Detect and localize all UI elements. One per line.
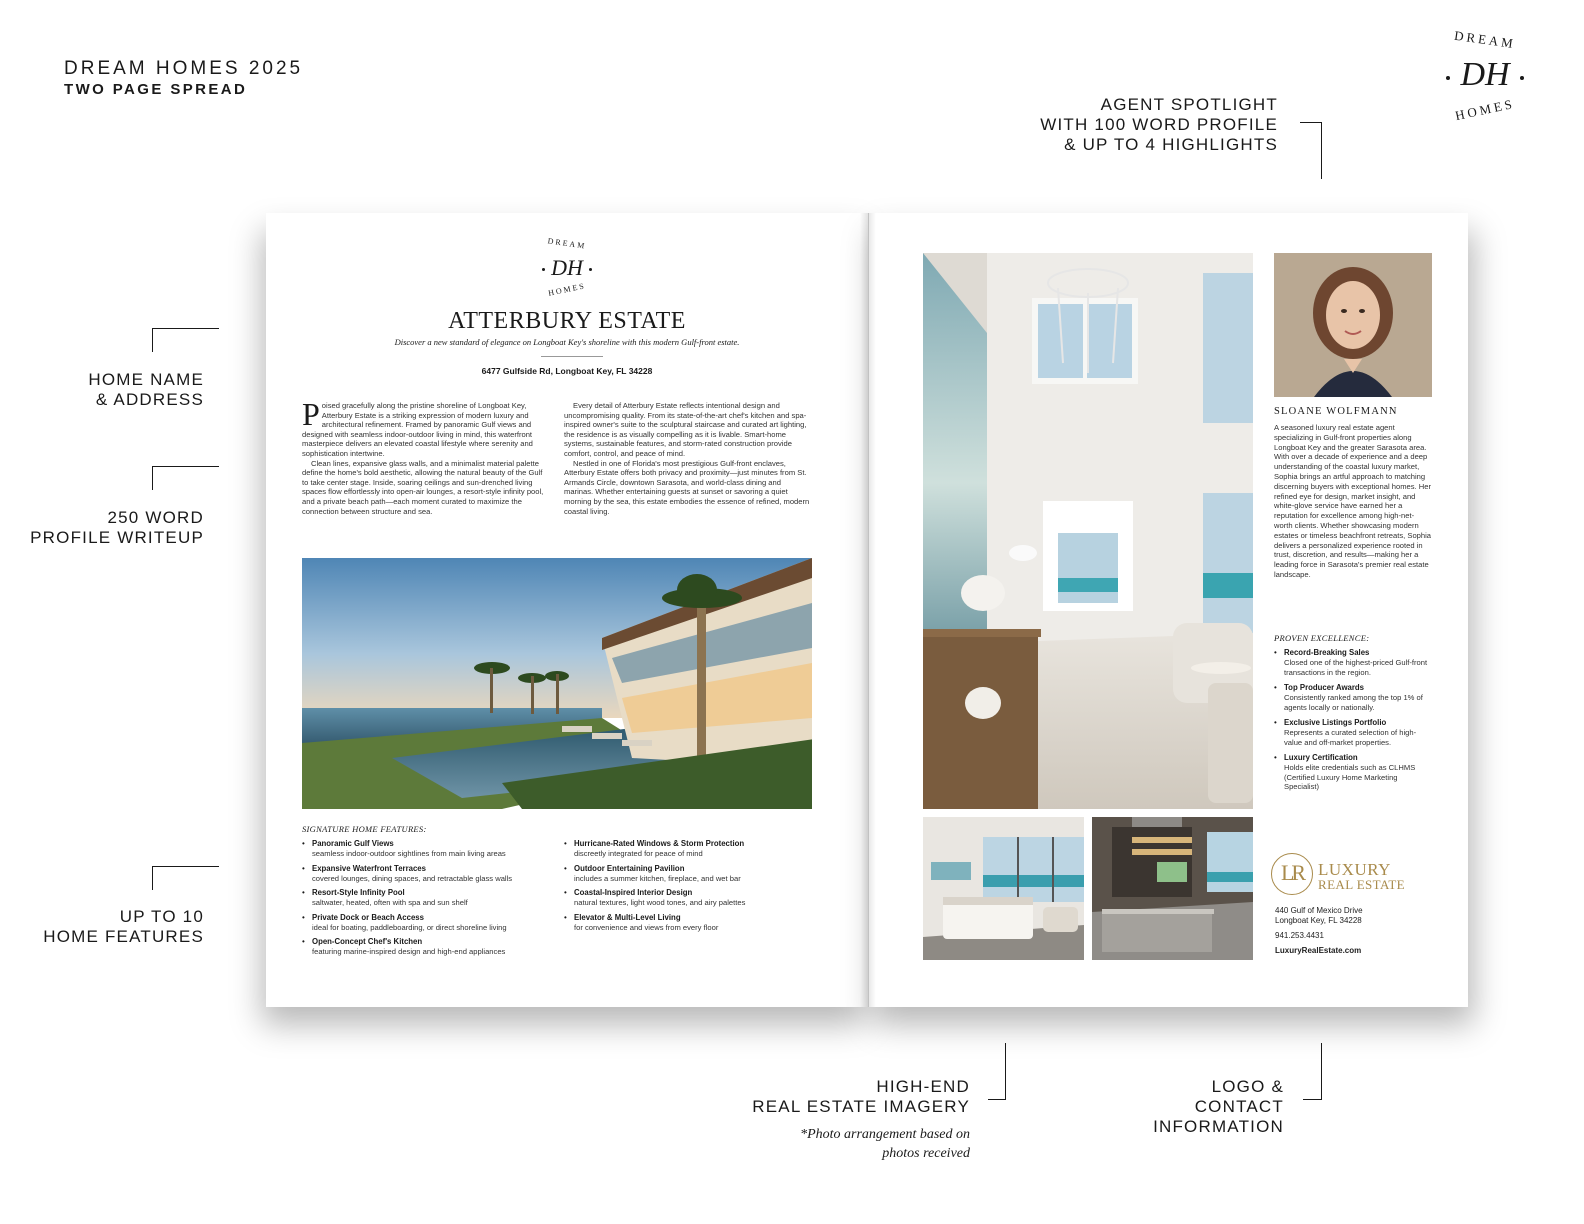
agent-portrait [1274,253,1432,397]
bracket-agent-spotlight [1300,122,1322,179]
feature-item: • Resort-Style Infinity Pool saltwater, heated, often with spa and sun shelf [302,888,557,908]
bedroom-photo [923,817,1084,960]
feature-item: • Open-Concept Chef's Kitchen featuring marine-inspired design and high-end appliances [302,937,557,957]
bracket-home-name [152,328,219,352]
feature-item: • Private Dock or Beach Access ideal for boating, paddleboarding, or direct shoreline living [302,913,557,933]
brokerage-logo [1271,851,1421,899]
highlight-item: • Record-Breaking Sales Closed one of the highest-priced Gulf-front transactions in the region. [1274,648,1432,677]
page-logo: DREAM DH HOMES [537,239,597,301]
annotation-home-name: HOME NAME & ADDRESS [88,370,204,409]
agent-bio: A seasoned luxury real estate agent specializing in Gulf-front properties along Longboat Key and the greater Sarasota area. With over a decade of experience and a deep understanding of the coastal luxury market, Sophia brings an artful approach to matching discerning buyers with exceptional homes. Her refined eye for design, market insight, and white-glove service have earned her a reputation for excellence among high-net-worth clients. Whether showcasing modern estates or timeless beachfront retreats, Sophia delivers a personalized experience rooted in trust, discretion, and results—making her a leading force in Sarasota's premier real estate landscape. [1274,423,1432,579]
feature-item: • Elevator & Multi-Level Living for convenience and views from every floor [564,913,819,933]
header-subtitle: TWO PAGE SPREAD [64,81,248,98]
spread-gutter [860,213,876,1007]
imagery-note: *Photo arrangement based on photos received [800,1127,970,1161]
logo-dot-right [1520,76,1524,80]
bracket-profile [152,466,219,490]
bracket-features [152,866,219,890]
estate-exterior-photo [302,558,812,809]
feature-item: • Hurricane-Rated Windows & Storm Protection discreetly integrated for peace of mind [564,839,819,859]
agent-highlights [1274,648,1432,798]
right-page [868,213,1468,1007]
feature-item: • Panoramic Gulf Views seamless indoor-outdoor sightlines from main living areas [302,839,557,859]
logo-top-text: DREAM [1453,27,1517,52]
brokerage-name-line2: REAL ESTATE [1318,877,1406,892]
estate-address: 6477 Gulfside Rd, Longboat Key, FL 34228 [481,366,653,376]
estate-tagline: Discover a new standard of elegance on Longboat Key's shoreline with this modern Gulf-front estate. [394,337,740,347]
left-page [266,213,868,1007]
features-heading: SIGNATURE HOME FEATURES: [302,824,427,834]
drop-cap: P [302,396,320,432]
annotation-agent-spotlight: AGENT SPOTLIGHT WITH 100 WORD PROFILE & UP TO 4 HIGHLIGHTS [1040,95,1278,154]
brokerage-name-line1: LUXURY [1318,860,1391,879]
logo-bottom-text: HOMES [1453,95,1517,124]
interior-living-photo [923,253,1253,809]
profile-column-1: Poised gracefully along the pristine shoreline of Longboat Key, Atterbury Estate is a striking expression of modern luxury and architectural refinement. Framed by panoramic Gulf views and designed with seamless indoor-outdoor living in mind, this waterfront masterpiece delivers an elevated coastal lifestyle where serenity and sophistication intertwine. Clean lines, expansive glass walls, and a minimalist material palette define the home's bold aesthetic, allowing the natural beauty of the Gulf to take center stage. Inside, soaring ceilings and sun-drenched living spaces flow effortlessly into open-air lounges, a resort-style infinity pool, and a private beach path—each moment curated to maximize the connection between structure and sea. [302,396,544,516]
kitchen-photo [1092,817,1253,960]
bracket-logo-contact [1303,1043,1322,1100]
contact-address-2: Longboat Key, FL 34228 [1275,916,1362,925]
contact-phone: 941.253.4431 [1275,931,1324,940]
features-column-1 [302,839,557,962]
feature-item: • Coastal-Inspired Interior Design natural textures, light wood tones, and airy palettes [564,888,819,908]
contact-address-1: 440 Gulf of Mexico Drive [1275,906,1363,915]
highlight-item: • Luxury Certification Holds elite credentials such as CLHMS (Certified Luxury Home Marketing Specialist) [1274,753,1432,792]
dream-homes-logo [1440,27,1530,125]
bracket-imagery [988,1043,1006,1100]
header-title: DREAM HOMES 2025 [64,58,304,79]
highlight-item: • Top Producer Awards Consistently ranked among the top 1% of agents locally or nationally. [1274,683,1432,712]
agent-name: SLOANE WOLFMANN [1274,406,1398,417]
logo-dot-left [1446,76,1450,80]
highlight-item: • Exclusive Listings Portfolio Represents a curated selection of high-value and off-market properties. [1274,718,1432,747]
profile-column-2: Every detail of Atterbury Estate reflects intentional design and uncompromising quality. From its state-of-the-art chef's kitchen and spa-inspired owner's suite to the sculptural staircase and curated art lighting, the residence is as visually compelling as it is livable. Smart-home systems, sustainable features, and storm-rated construction provide comfort, control, and peace of mind. Nestled in one of Florida's most prestigious Gulf-front enclaves, Atterbury Estate offers both privacy and proximity—just minutes from St. Armands Circle, downtown Sarasota, and world-class dining and marinas. Whether entertaining guests at sunset or savoring a quiet morning by the sea, this estate embodies the essence of refined, modern coastal living. [564,401,810,516]
features-column-2 [564,839,819,937]
feature-item: • Outdoor Entertaining Pavilion includes a summer kitchen, fireplace, and wet bar [564,864,819,884]
brokerage-monogram: LR [1280,860,1304,885]
feature-item: • Expansive Waterfront Terraces covered lounges, dining spaces, and retractable glass walls [302,864,557,884]
title-divider [541,356,603,357]
annotation-profile: 250 WORD PROFILE WRITEUP [30,508,204,547]
contact-website: LuxuryRealEstate.com [1275,946,1362,955]
logo-monogram: DH [1460,56,1510,93]
highlights-heading: PROVEN EXCELLENCE: [1274,633,1370,643]
annotation-features: UP TO 10 HOME FEATURES [43,907,204,946]
annotation-logo-contact: LOGO & CONTACT INFORMATION [1153,1077,1284,1136]
estate-title: ATTERBURY ESTATE [448,308,686,334]
annotation-imagery: HIGH-END REAL ESTATE IMAGERY [752,1077,970,1116]
